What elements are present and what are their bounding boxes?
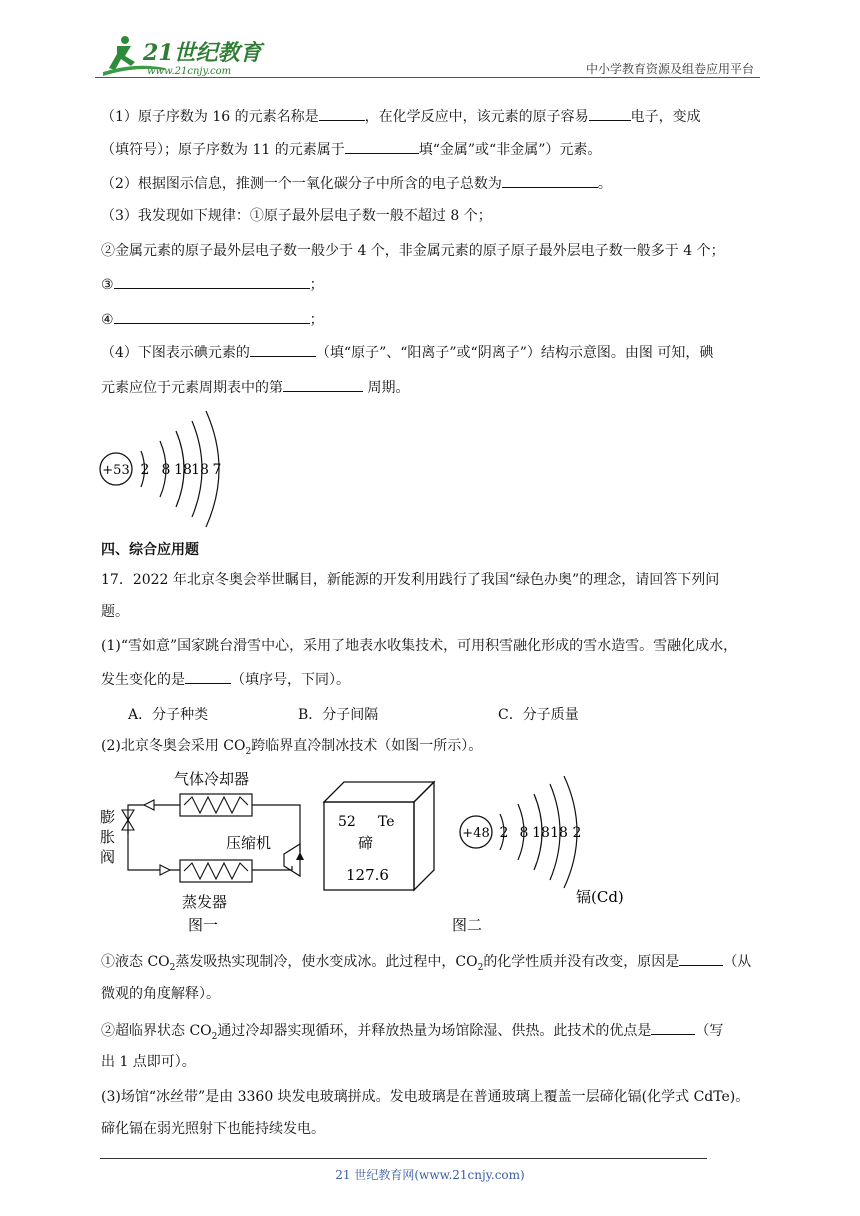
q17-part3-line1: (3)场馆“冰丝带”是由 3360 块发电玻璃拼成。发电玻璃是在普通玻璃上覆盖一层碲化镉(化学式 CdTe)。: [101, 1089, 750, 1105]
q17-part3-line2: 碲化镉在弱光照射下也能持续发电。: [101, 1121, 325, 1137]
shell-electrons: 18: [532, 825, 550, 841]
shell-electrons: 8: [161, 462, 171, 478]
answer-blank[interactable]: [679, 950, 723, 966]
q17-sub2-line2: 出 1 点即可）。: [101, 1054, 196, 1070]
q17-sub2-line1: ②超临界状态 $CO_2$通过冷却器实现循环，并释放热量为场馆除湿、供热。此技术的优点是 （写: [101, 1019, 723, 1047]
option-b[interactable]: B．分子间隔: [298, 707, 379, 723]
answer-blank[interactable]: [345, 138, 419, 154]
shell-electrons: 2: [572, 825, 582, 841]
logo-text: 21世纪教育: [143, 40, 262, 66]
q17-part2-line: (2)北京冬奥会采用 $CO_2$跨临界直冷制冰技术（如图一所示）。: [101, 738, 483, 757]
header-right-text: 中小学教育资源及组卷应用平台: [585, 62, 754, 76]
logo-url-text: www.21cnjy.com: [147, 66, 232, 77]
q16-part1-line1: （1）原子序数为 16 的元素名称是 ，在化学反应中，该元素的原子容易 电子，变成: [101, 105, 701, 127]
answer-blank[interactable]: [114, 308, 310, 324]
evaporator-label: 蒸发器: [182, 893, 228, 911]
cube-side: [414, 782, 434, 890]
site-logo: [95, 32, 265, 78]
q17-intro-line2: 题。: [101, 604, 129, 620]
option-a[interactable]: A．分子种类: [128, 707, 209, 723]
q16-part4-line1: （4）下图表示碘元素的 （填“原子”、“阳离子”或“阴离子”）结构示意图。由图 可知，碘: [101, 341, 713, 363]
flow-arrow: [296, 852, 304, 860]
q17-sub1-line1: ①液态 $CO_2$蒸发吸热实现制冷，使水变成冰。此过程中，$CO_2$的化学性质并没有改变，原因是 （从: [101, 950, 751, 978]
option-c[interactable]: C．分子质量: [498, 707, 579, 723]
flow-arrow: [160, 865, 170, 875]
page-header: [95, 30, 760, 80]
q16-part3-line2: ②金属元素的原子最外层电子数一般少于 4 个，非金属元素的原子原子最外层电子数一般多于 4 个；: [101, 243, 725, 259]
pipe-bottom-left: [128, 830, 180, 870]
answer-blank[interactable]: [250, 341, 316, 357]
shell-electrons: 2: [499, 825, 509, 841]
figure-2-caption: 图二: [452, 916, 483, 934]
shell-electrons: 18: [191, 462, 209, 478]
element-name: 碲: [358, 834, 374, 852]
iodine-structure-diagram: [96, 405, 236, 535]
cadmium-label: 镉(Cd): [576, 888, 624, 906]
q17-sub1-line2: 微观的角度解释）。: [101, 986, 220, 1002]
answer-blank[interactable]: [589, 105, 631, 121]
header-divider: [95, 77, 760, 78]
flow-arrow: [144, 800, 154, 810]
q16-part3-line3: ③ ；: [101, 273, 324, 295]
figure-2-element-and-structure: [318, 776, 638, 940]
footer-text[interactable]: 21 世纪教育网(www.21cnjy.com): [335, 1168, 525, 1182]
footer-divider: [100, 1158, 707, 1159]
answer-blank[interactable]: [502, 172, 598, 188]
gas-cooler-coil: [184, 797, 248, 813]
nucleus-charge: +48: [462, 826, 490, 841]
q16-part4-line2: 元素应位于元素周期表中的第 周期。: [101, 376, 409, 398]
answer-blank[interactable]: [114, 273, 310, 289]
figure-1-caption: 图一: [188, 916, 219, 934]
compressor-label: 压缩机: [226, 834, 272, 852]
q16-part3-line4: ④ ；: [101, 308, 324, 330]
figure-1-refrigeration-cycle: [98, 764, 318, 944]
answer-blank[interactable]: [319, 105, 365, 121]
nucleus-charge: +53: [102, 463, 130, 478]
shell-electrons: 18: [174, 462, 192, 478]
q16-part1-line2: （填符号）；原子序数为 11 的元素属于 填“金属”或“非金属”）元素。: [101, 138, 601, 160]
answer-blank[interactable]: [283, 376, 363, 392]
q16-part3-line1: （3）我发现如下规律：①原子最外层电子数一般不超过 8 个；: [101, 208, 492, 224]
shell-electrons: 7: [212, 462, 222, 478]
atomic-mass: 127.6: [346, 866, 389, 884]
valve-label-char: 阀: [100, 848, 116, 866]
answer-blank[interactable]: [185, 668, 231, 684]
q17-intro-line1: 17．2022 年北京冬奥会举世瞩目，新能源的开发利用践行了我国“绿色办奥”的理念，请回答下列问: [101, 572, 720, 588]
valve-label-char: 胀: [100, 828, 116, 846]
gas-cooler-label: 气体冷却器: [174, 770, 250, 788]
element-symbol: Te: [378, 814, 395, 830]
shell-electrons: 8: [519, 825, 529, 841]
atomic-number: 52: [338, 814, 356, 830]
shell-electrons: 18: [550, 825, 568, 841]
evaporator-coil: [184, 863, 248, 879]
answer-blank[interactable]: [651, 1019, 695, 1035]
q17-part1-line2: 发生变化的是 （填序号，下同）。: [101, 668, 350, 690]
section-title: 四、综合应用题: [101, 542, 199, 558]
q17-part1-line1: (1)“雪如意”国家跳台滑雪中心，采用了地表水收集技术，可用积雪融化形成的雪水造雪。雪融化成水，: [101, 638, 738, 654]
valve-label-char: 膨: [100, 808, 116, 826]
q16-part2: （2）根据图示信息，推测一个一氧化碳分子中所含的电子总数为 。: [101, 172, 612, 194]
shell-electrons: 2: [140, 462, 150, 478]
